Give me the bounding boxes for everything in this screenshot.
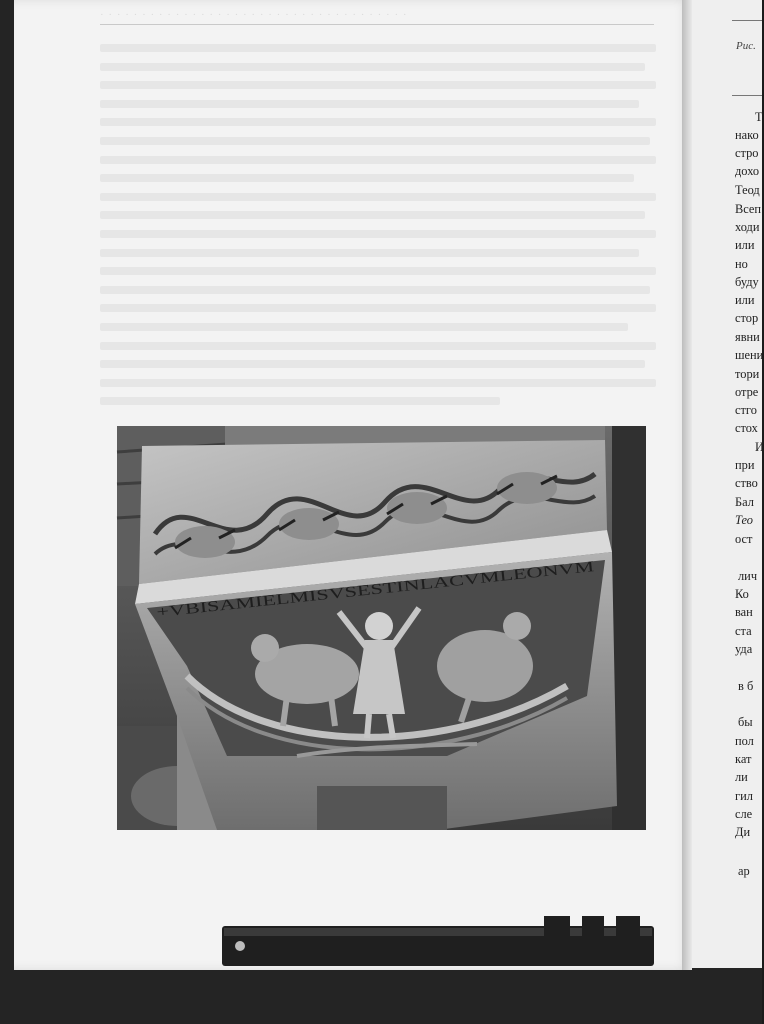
text-fragment: явни [735, 330, 760, 344]
text-fragment: ходи [735, 220, 760, 234]
text-fragment: ост [735, 532, 753, 546]
text-fragment: сле [735, 807, 753, 821]
text-fragment: Ко [735, 587, 749, 601]
text-fragment: Всеп [735, 202, 762, 216]
text-fragment: но [735, 257, 748, 271]
header-rule [100, 24, 654, 25]
figure-caption-fragment: Рис. [736, 40, 756, 52]
text-fragment: гил [735, 789, 753, 803]
text-fragment: в б [738, 679, 754, 693]
left-page [14, 0, 690, 970]
capital-relief-illustration [117, 426, 646, 830]
text-fragment: стго [735, 403, 757, 417]
text-fragment: при [735, 458, 755, 472]
text-fragment: тори [735, 367, 760, 381]
text-fragment: нако [735, 128, 759, 142]
bleed-through-text [100, 44, 656, 416]
running-header: · · · · · · · · · · · · · · · · · · · · · · · · · · · · · · · · · · · · · [100, 9, 408, 21]
text-fragment: ван [735, 605, 753, 619]
text-fragment: буду [735, 275, 759, 289]
header-rule-right [732, 20, 762, 21]
text-fragment: стор [735, 311, 759, 325]
page-clip-ruler [222, 916, 654, 968]
ruler-graphic [222, 916, 654, 968]
right-page [692, 0, 762, 968]
caption-rule [732, 95, 762, 96]
text-fragment: Ди [735, 825, 751, 839]
text-fragment: уда [735, 642, 753, 656]
text-fragment: Теод [735, 183, 760, 197]
text-fragment: бы [738, 715, 753, 729]
text-fragment: стро [735, 146, 759, 160]
text-fragment: кат [735, 752, 752, 766]
text-fragment: И [755, 440, 764, 454]
text-fragment: пол [735, 734, 754, 748]
text-fragment: дохо [735, 164, 760, 178]
text-fragment: или [735, 238, 755, 252]
capital-photograph [117, 426, 646, 830]
book-gutter [682, 0, 692, 970]
text-fragment: отре [735, 385, 759, 399]
text-fragment: Т [755, 110, 763, 124]
text-fragment: шени [735, 348, 764, 362]
text-fragment: Бал [735, 495, 754, 509]
capital-inscription: +VBISAMIELMISVSESTINLACVMLEONVM [155, 574, 453, 621]
text-fragment: Тео [735, 513, 753, 527]
text-fragment: лич [738, 569, 758, 583]
text-fragment: ли [735, 770, 748, 784]
text-fragment: ство [735, 476, 758, 490]
text-fragment: стох [735, 421, 758, 435]
text-fragment: ста [735, 624, 752, 638]
text-fragment: или [735, 293, 755, 307]
text-fragment: ар [738, 864, 750, 878]
